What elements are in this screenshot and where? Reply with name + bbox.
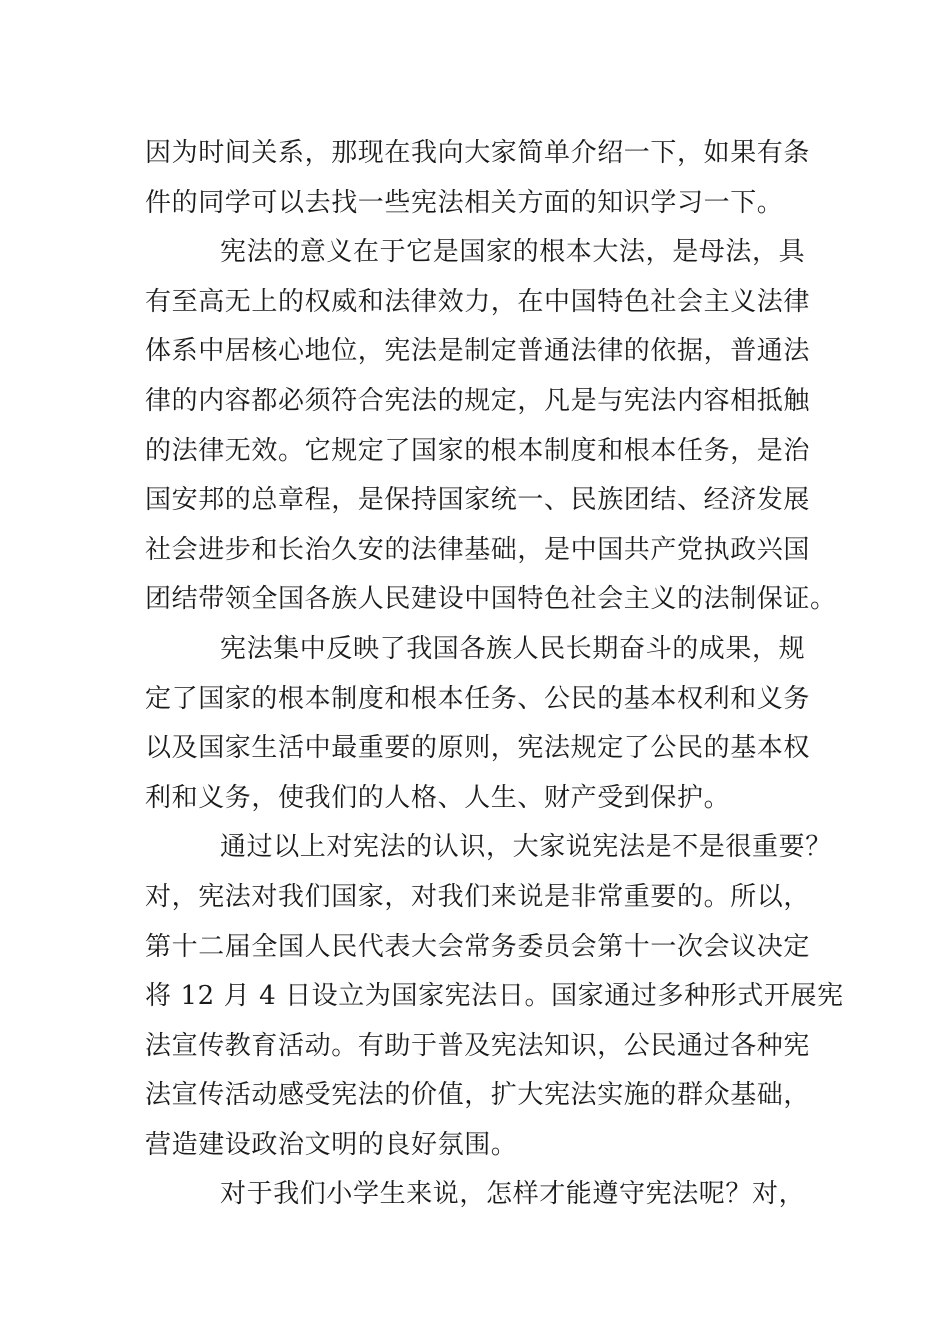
text-line: 的法律无效。它规定了国家的根本制度和根本任务，是治 — [145, 435, 811, 466]
text-line: 有至高无上的权威和法律效力，在中国特色社会主义法律 — [145, 286, 811, 317]
paragraph-start-line: 宪法的意义在于它是国家的根本大法，是母法，具 — [220, 237, 806, 268]
paragraph-start-line: 宪法集中反映了我国各族人民长期奋斗的成果，规 — [220, 633, 806, 664]
text-line: 律的内容都必须符合宪法的规定，凡是与宪法内容相抵触 — [145, 385, 811, 416]
text-line: 以及国家生活中最重要的原则，宪法规定了公民的基本权 — [145, 733, 811, 764]
text-line: 营造建设政治文明的良好氛围。 — [145, 1129, 518, 1160]
text-line: 利和义务，使我们的人格、人生、财产受到保护。 — [145, 782, 731, 813]
text-line: 定了国家的根本制度和根本任务、公民的基本权利和义务 — [145, 683, 811, 714]
text-line: 法宣传活动感受宪法的价值，扩大宪法实施的群众基础， — [145, 1080, 811, 1111]
text-line: 团结带领全国各族人民建设中国特色社会主义的法制保证。 — [145, 584, 837, 615]
text-line: 体系中居核心地位，宪法是制定普通法律的依据，普通法 — [145, 336, 811, 367]
text-line: 将 12 月 4 日设立为国家宪法日。国家通过多种形式开展宪 — [145, 981, 844, 1012]
paragraph-start-line: 对于我们小学生来说，怎样才能遵守宪法呢？对， — [220, 1179, 806, 1210]
text-line: 对，宪法对我们国家，对我们来说是非常重要的。所以， — [145, 881, 811, 912]
text-line: 第十二届全国人民代表大会常务委员会第十一次会议决定 — [145, 931, 811, 962]
text-line: 法宣传教育活动。有助于普及宪法知识，公民通过各种宪 — [145, 1030, 811, 1061]
text-line: 因为时间关系，那现在我向大家简单介绍一下，如果有条 — [145, 138, 811, 168]
text-line: 国安邦的总章程，是保持国家统一、民族团结、经济发展 — [145, 485, 811, 516]
text-line: 社会进步和长治久安的法律基础，是中国共产党执政兴国 — [145, 534, 811, 565]
body-text — [145, 129, 844, 1220]
text-line: 件的同学可以去找一些宪法相关方面的知识学习一下。 — [145, 187, 784, 218]
paragraph-start-line: 通过以上对宪法的认识，大家说宪法是不是很重要？ — [220, 832, 832, 863]
